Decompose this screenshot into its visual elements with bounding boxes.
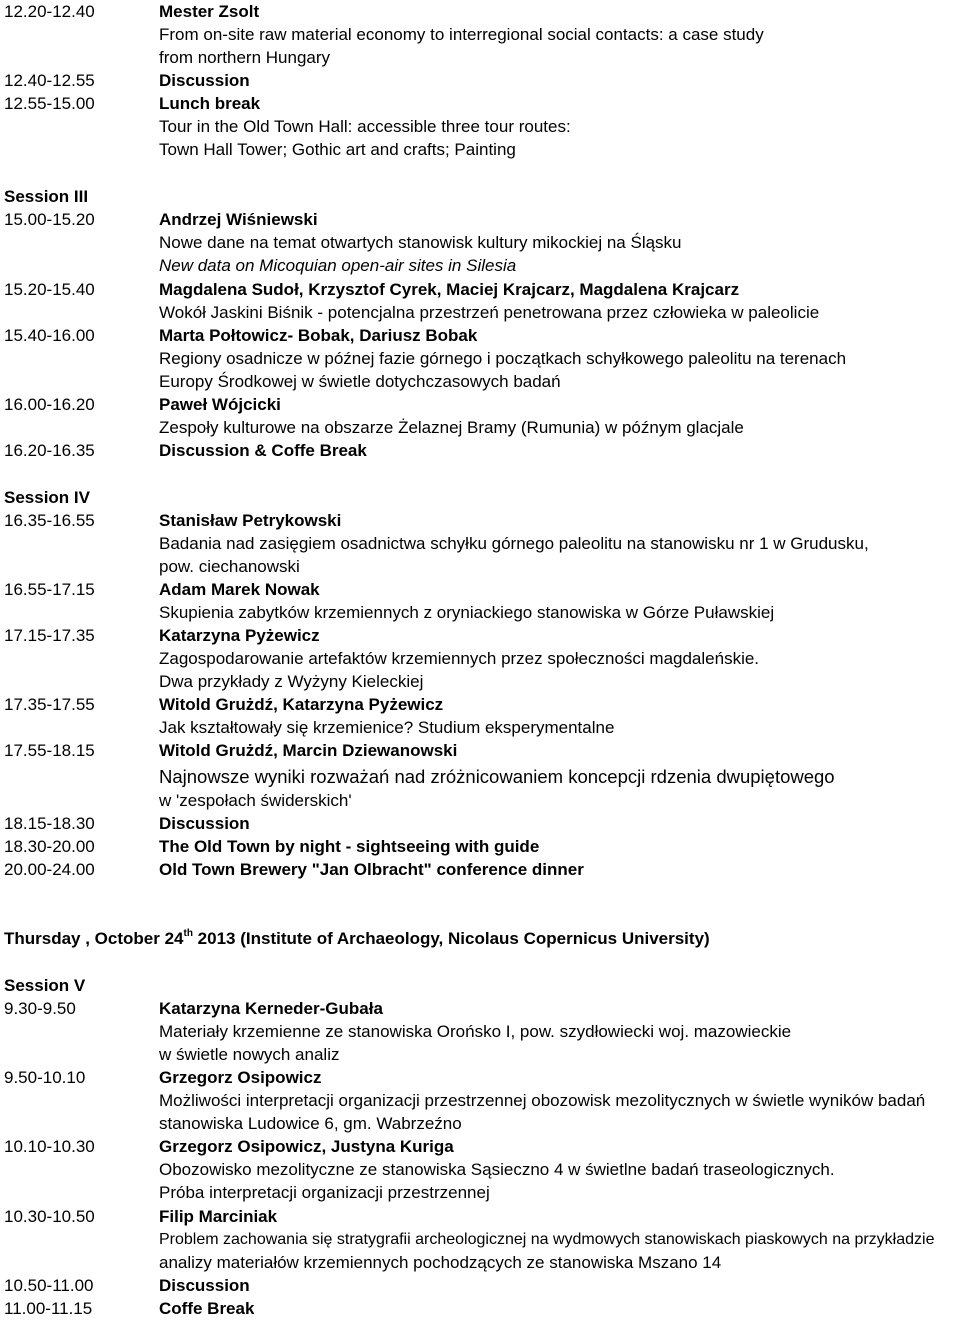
session-item-detail: Materiały krzemienne ze stanowiska Orońsko I, pow. szydłowiecki woj. mazowieckie — [159, 1022, 792, 1041]
time-slot: 9.50-10.10 — [4, 1068, 86, 1087]
session-heading: Session V — [4, 976, 86, 995]
session-item-title: Witold Grużdź, Marcin Dziewanowski — [159, 741, 458, 760]
time-slot: 16.20-16.35 — [4, 441, 95, 460]
session-item-title: Grzegorz Osipowicz — [159, 1068, 322, 1087]
session-item-title: Old Town Brewery "Jan Olbracht" conference dinner — [159, 860, 584, 879]
session-item-detail: Wokół Jaskini Biśnik - potencjalna przestrzeń penetrowana przez człowieka w paleolicie — [159, 303, 820, 322]
session-item-title: Magdalena Sudoł, Krzysztof Cyrek, Maciej Krajcarz, Magdalena Krajcarz — [159, 280, 740, 299]
session-item-detail: Regiony osadnicze w późnej fazie górnego i początkach schyłkowego paleolitu na terenach — [159, 349, 847, 368]
session-item-title: Stanisław Petrykowski — [159, 511, 342, 530]
time-slot: 11.00-11.15 — [4, 1299, 93, 1318]
session-item-detail: Nowe dane na temat otwartych stanowisk kultury mikockiej na Śląsku — [159, 233, 682, 252]
day-heading-superscript: th — [183, 928, 193, 940]
session-item-detail: Badania nad zasięgiem osadnictwa schyłku górnego paleolitu na stanowisku nr 1 w Grudusku, — [159, 534, 869, 553]
session-item-detail: Europy Środkowej w świetle dotychczasowych badań — [159, 372, 561, 391]
session-heading: Session IV — [4, 488, 90, 507]
session-item-detail: Zagospodarowanie artefaktów krzemiennych przez społeczności magdaleńskie. — [159, 649, 760, 668]
session-item-detail: Town Hall Tower; Gothic art and crafts; Painting — [159, 140, 516, 159]
session-item-title: Coffe Break — [159, 1299, 255, 1318]
session-item-detail: w 'zespołach świderskich' — [159, 791, 352, 810]
session-item-detail: Problem zachowania się stratygrafii archeologicznej na wydmowych stanowiskach piaskowych na przykładzie — [159, 1231, 935, 1248]
time-slot: 16.55-17.15 — [4, 580, 95, 599]
session-item-detail: from northern Hungary — [159, 48, 331, 67]
session-item-title: Katarzyna Kerneder-Gubała — [159, 999, 383, 1018]
session-item-detail: Tour in the Old Town Hall: accessible three tour routes: — [159, 117, 571, 136]
time-slot: 17.15-17.35 — [4, 626, 95, 645]
session-item-detail: Najnowsze wyniki rozważań nad zróżnicowaniem koncepcji rdzenia dwupiętowego — [159, 766, 835, 787]
time-slot: 18.30-20.00 — [4, 837, 95, 856]
session-item-detail: From on-site raw material economy to interregional social contacts: a case study — [159, 25, 764, 44]
session-item-title: Witold Grużdź, Katarzyna Pyżewicz — [159, 695, 444, 714]
session-item-title: Adam Marek Nowak — [159, 580, 320, 599]
session-item-title: Discussion & Coffe Break — [159, 441, 367, 460]
session-item-detail: stanowiska Ludowice 6, gm. Wabrzeźno — [159, 1114, 462, 1133]
session-item-title: The Old Town by night - sightseeing with guide — [159, 837, 540, 856]
session-item-title: Paweł Wójcicki — [159, 395, 281, 414]
time-slot: 12.20-12.40 — [4, 2, 95, 21]
session-item-detail: Obozowisko mezolityczne ze stanowiska Sąsieczno 4 w świetlne badań traseologicznych. — [159, 1160, 835, 1179]
time-slot: 10.30-10.50 — [4, 1207, 95, 1226]
session-item-detail: pow. ciechanowski — [159, 557, 300, 576]
session-item-detail: New data on Micoquian open-air sites in Silesia — [159, 256, 517, 275]
time-slot: 12.55-15.00 — [4, 94, 95, 113]
time-slot: 18.15-18.30 — [4, 814, 95, 833]
session-item-title: Grzegorz Osipowicz, Justyna Kuriga — [159, 1137, 454, 1156]
session-item-detail: Próba interpretacji organizacji przestrzennej — [159, 1183, 490, 1202]
session-item-detail: Skupienia zabytków krzemiennych z oryniackiego stanowiska w Górze Puławskiej — [159, 603, 775, 622]
session-item-title: Marta Połtowicz- Bobak, Dariusz Bobak — [159, 326, 478, 345]
day-heading — [4, 928, 710, 950]
session-item-title: Lunch break — [159, 94, 261, 113]
day-heading-text: Thursday , October 24 — [4, 929, 184, 948]
session-item-title: Discussion — [159, 814, 250, 833]
time-slot: 10.50-11.00 — [4, 1276, 94, 1295]
session-item-detail: Możliwości interpretacji organizacji przestrzennej obozowisk mezolitycznych w świetle wyników badań — [159, 1091, 926, 1110]
session-item-title: Discussion — [159, 71, 250, 90]
session-item-detail: Dwa przykłady z Wyżyny Kieleckiej — [159, 672, 424, 691]
session-item-detail: Jak kształtowały się krzemienice? Studium eksperymentalne — [159, 718, 615, 737]
time-slot: 16.00-16.20 — [4, 395, 95, 414]
session-item-detail: Zespoły kulturowe na obszarze Żelaznej Bramy (Rumunia) w późnym glacjale — [159, 418, 744, 437]
time-slot: 15.20-15.40 — [4, 280, 95, 299]
time-slot: 17.35-17.55 — [4, 695, 95, 714]
session-item-title: Andrzej Wiśniewski — [159, 210, 318, 229]
session-heading: Session III — [4, 187, 89, 206]
session-item-detail: w świetle nowych analiz — [159, 1045, 340, 1064]
time-slot: 10.10-10.30 — [4, 1137, 95, 1156]
time-slot: 15.00-15.20 — [4, 210, 95, 229]
session-item-title: Discussion — [159, 1276, 250, 1295]
day-heading-text-rest: 2013 (Institute of Archaeology, Nicolaus Copernicus University) — [192, 929, 710, 948]
session-item-title: Mester Zsolt — [159, 2, 260, 21]
session-item-title: Filip Marciniak — [159, 1207, 278, 1226]
time-slot: 17.55-18.15 — [4, 741, 95, 760]
time-slot: 15.40-16.00 — [4, 326, 95, 345]
time-slot: 20.00-24.00 — [4, 860, 95, 879]
time-slot: 16.35-16.55 — [4, 511, 95, 530]
time-slot: 9.30-9.50 — [4, 999, 76, 1018]
session-item-detail: analizy materiałów krzemiennych pochodzących ze stanowiska Mszano 14 — [159, 1253, 722, 1272]
session-item-title: Katarzyna Pyżewicz — [159, 626, 320, 645]
time-slot: 12.40-12.55 — [4, 71, 95, 90]
